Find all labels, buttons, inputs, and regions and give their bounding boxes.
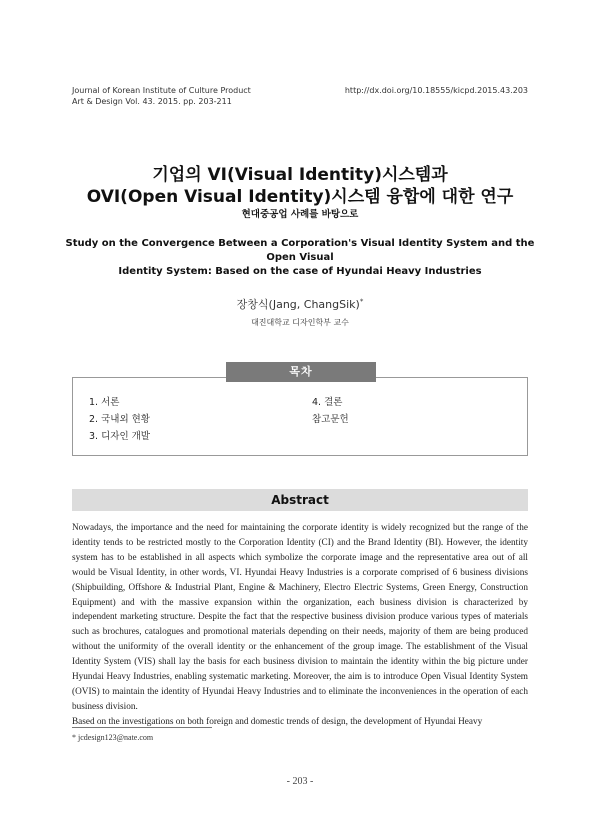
journal-volume: Art & Design Vol. 43. 2015. pp. 203-211: [72, 97, 232, 106]
korean-title-line1: 기업의 VI(Visual Identity)시스템과: [152, 165, 448, 185]
toc-item[interactable]: 3. 디자인 개발: [89, 431, 150, 442]
journal-info: [72, 85, 251, 107]
abstract-paragraph: Nowadays, the importance and the need for maintaining the corporate identity is widely recognized but the range of the identity tends to be restricted mostly to the Corporation Identity (CI) and the Brand Identity (BI). However, the identity system has to be established in all aspects which symbolize the corporate image and the representative area out of all would be Visual Identity, in other words, VI. Hyundai Heavy Industries is a corporate comprised of 6 business divisions (Shipbuilding, Offshore & Industrial Plant, Engine & Machinery, Electro Electric Systems, Green Energy, Construction Equipment) and with the massive expansion within the organization, each business division is characterized by independent marketing structure. Despite the fact that the respective business division produce various types of materials such as brochures, catalogues and promotional materials depending on their needs, majority of them are being produced without the uniformity of the overall identity or the enhancement of the group image. The establishment of the Visual Identity System (VIS) shall lay the basis for each business division to maintain the identity within the big picture under Hyundai Heavy Industries, enabling systematic marketing. Moreover, the aim is to introduce Open Visual Identity System (OVIS) to maintain the identity of Hyundai Heavy Industries and to eliminate the inconveniences in the operation of each business division.: [72, 523, 528, 712]
author-footnote-mark: *: [359, 297, 364, 306]
author-affiliation: 대진대학교 디자인학부 교수: [251, 318, 349, 327]
abstract-body: [72, 521, 528, 727]
english-title-line1: Study on the Convergence Between a Corporation's Visual Identity System and the Open Visual: [65, 238, 535, 263]
doi-link[interactable]: http://dx.doi.org/10.18555/kicpd.2015.43.203: [344, 86, 528, 95]
author-name: [0, 296, 600, 312]
toc-item[interactable]: 4. 결론: [312, 397, 343, 408]
toc-item[interactable]: 1. 서론: [89, 397, 120, 408]
korean-subtitle: 현대중공업 사례를 바탕으로: [241, 209, 359, 220]
abstract-heading: Abstract: [72, 489, 528, 511]
english-title: [60, 237, 540, 279]
journal-name: Journal of Korean Institute of Culture Product: [72, 86, 251, 95]
toc-item[interactable]: 2. 국내외 현황: [89, 414, 150, 425]
toc-heading: 목차: [226, 362, 376, 382]
abstract-paragraph: Based on the investigations on both foreign and domestic trends of design, the development of Hyundai Heavy: [72, 716, 483, 727]
korean-title-line2: OVI(Open Visual Identity)시스템 융합에 대한 연구: [86, 187, 514, 207]
author-name-text: 장창식(Jang, ChangSik): [236, 298, 360, 311]
page-number: - 203 -: [286, 776, 314, 787]
toc-item[interactable]: 참고문헌: [312, 414, 349, 425]
footnote-email: * jcdesign123@nate.com: [72, 733, 154, 742]
footnote-divider: [72, 727, 212, 728]
english-title-line2: Identity System: Based on the case of Hyundai Heavy Industries: [118, 266, 482, 277]
